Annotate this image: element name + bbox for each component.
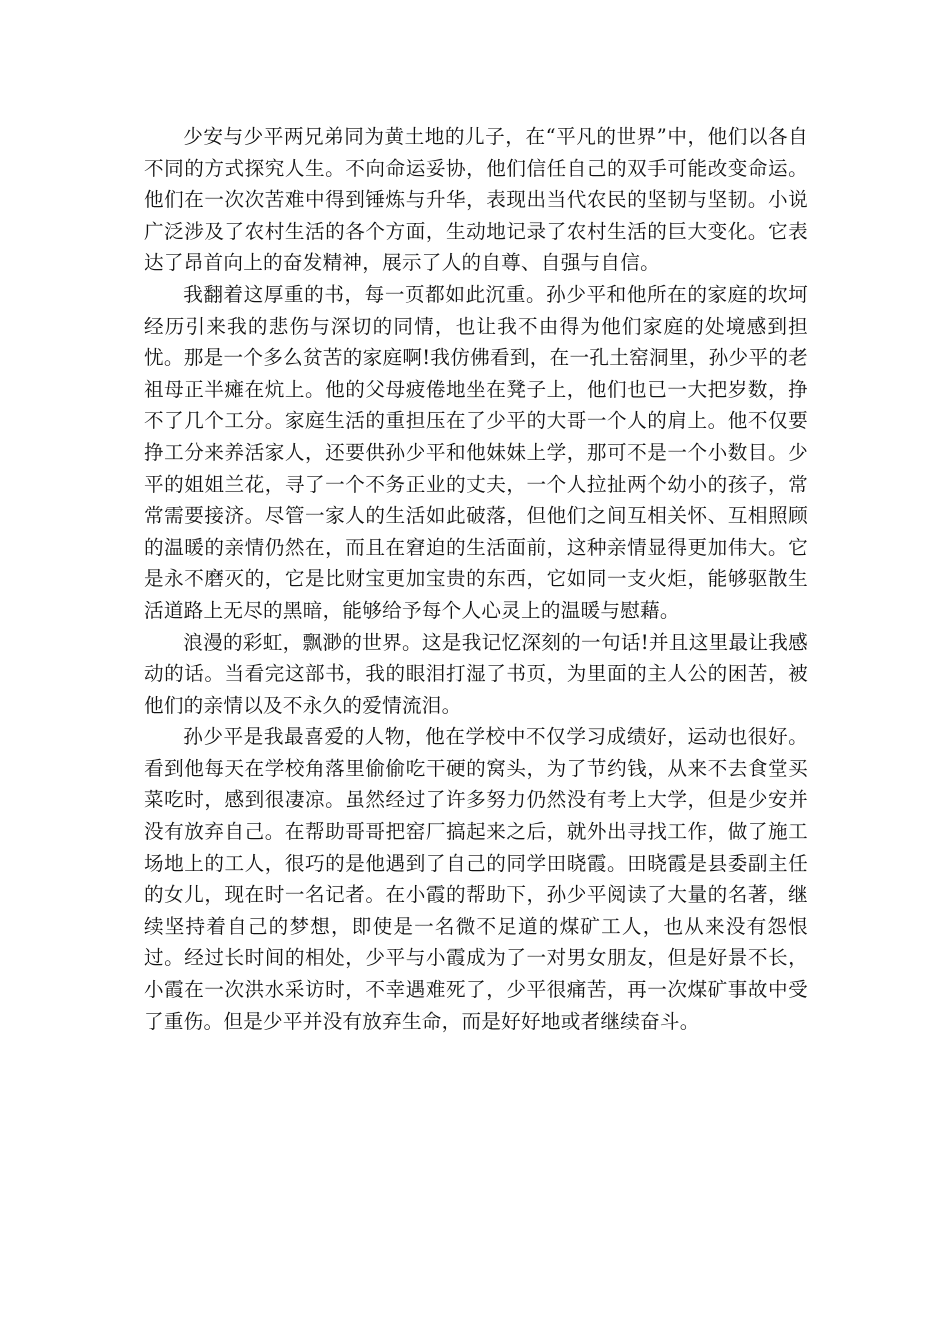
document-body xyxy=(144,121,808,1037)
paragraph-2: 我翻着这厚重的书，每一页都如此沉重。孙少平和他所在的家庭的坎坷经历引来我的悲伤与深切的同情，也让我不由得为他们家庭的处境感到担忧。那是一个多么贫苦的家庭啊!我仿佛看到，在一孔土窑洞里，孙少平的老祖母正半瘫在炕上。他的父母疲倦地坐在凳子上，他们也已一大把岁数，挣不了几个工分。家庭生活的重担压在了少平的大哥一个人的肩上。他不仅要挣工分来养活家人，还要供孙少平和他妹妹上学，那可不是一个小数目。少平的姐姐兰花，寻了一个不务正业的丈夫，一个人拉扯两个幼小的孩子，常常需要接济。尽管一家人的生活如此破落，但他们之间互相关怀、互相照顾的温暖的亲情仍然在，而且在窘迫的生活面前，这种亲情显得更加伟大。它是永不磨灭的，它是比财宝更加宝贵的东西，它如同一支火炬，能够驱散生活道路上无尽的黑暗，能够给予每个人心灵上的温暖与慰藉。 xyxy=(144,282,808,622)
paragraph-1: 少安与少平两兄弟同为黄土地的儿子，在“平凡的世界”中，他们以各自不同的方式探究人生。不向命运妥协，他们信任自己的双手可能改变命运。他们在一次次苦难中得到锤炼与升华，表现出当代农民的坚韧与坚韧。小说广泛涉及了农村生活的各个方面，生动地记录了农村生活的巨大变化。它表达了昂首向上的奋发精神，展示了人的自尊、自强与自信。 xyxy=(144,125,808,275)
paragraph-3: 浪漫的彩虹，飘渺的世界。这是我记忆深刻的一句话!并且这里最让我感动的话。当看完这部书，我的眼泪打湿了书页，为里面的主人公的困苦，被他们的亲情以及不永久的爱情流泪。 xyxy=(144,630,808,717)
paragraph-4: 孙少平是我最喜爱的人物，他在学校中不仅学习成绩好，运动也很好。看到他每天在学校角落里偷偷吃干硬的窝头，为了节约钱，从来不去食堂买菜吃时，感到很凄凉。虽然经过了许多努力仍然没有考上大学，但是少安并没有放弃自己。在帮助哥哥把窑厂搞起来之后，就外出寻找工作，做了施工场地上的工人，很巧的是他遇到了自己的同学田晓霞。田晓霞是县委副主任的女儿，现在时一名记者。在小霞的帮助下，孙少平阅读了大量的名著，继续坚持着自己的梦想，即使是一名微不足道的煤矿工人，也从来没有怨恨过。经过长时间的相处，少平与小霞成为了一对男女朋友，但是好景不长，小霞在一次洪水采访时，不幸遇难死了，少平很痛苦，再一次煤矿事故中受了重伤。但是少平并没有放弃生命，而是好好地或者继续奋斗。 xyxy=(144,725,808,1033)
